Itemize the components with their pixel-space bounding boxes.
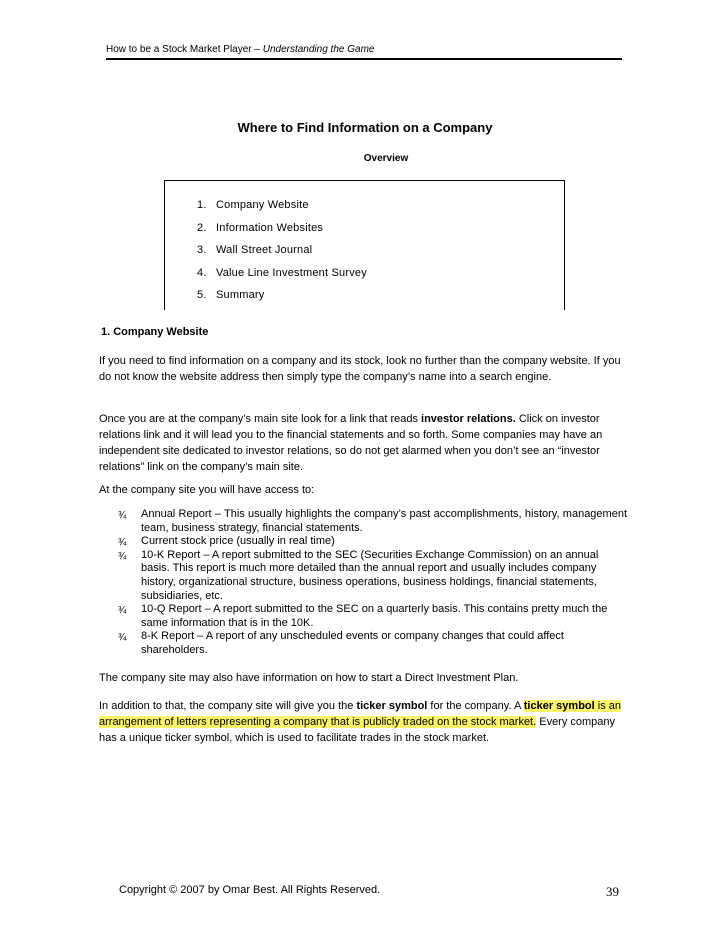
running-header-subtitle: Understanding the Game [262, 44, 375, 55]
bullet-mark: ¾ [118, 537, 127, 549]
copyright-notice: Copyright © 2007 by Omar Best. All Rights Reserved. [119, 884, 381, 896]
toc-item: 3. Wall Street Journal [197, 244, 313, 256]
bullet-mark: ¾ [118, 605, 127, 617]
running-header-title: How to be a Stock Market Player – [106, 44, 263, 55]
list-item: ¾ Current stock price (usually in real time) [118, 535, 335, 549]
running-header [106, 44, 622, 60]
section-heading: 1. Company Website [101, 326, 209, 338]
list-item: ¾ 10-Q Report – A report submitted to the SEC on a quarterly basis. This contains pretty much the same information that is in the 10K. [118, 603, 608, 629]
list-item: ¾ 10-K Report – A report submitted to the SEC (Securities Exchange Commission) on an annual basis. This report is much more detailed than the annual report and usually includes company history, organizational structure, business operations, business holdings, financial statements, subsidiaries, etc. [118, 548, 599, 602]
paragraph-investor-relations: Once you are at the company’s main site look for a link that reads investor relations. Click on investor relations link and it will lead you to the financial statements and so forth. Some companies may have an independent site dedicated to investor relations, so do not get alarmed when you don’t see an “investor relations” link on the company’s main site. [99, 413, 603, 473]
paragraph-ticker-symbol: In addition to that, the company site will give you the ticker symbol for the company. A ticker symbol is an arrangement of letters representing a company that is publicly traded on the stock market. Every company has a unique ticker symbol, which is used to facilitate trades in the stock market. [99, 700, 621, 744]
paragraph-intro: If you need to find information on a company and its stock, look no further than the company website. If you do not know the website address then simply type the company’s name into a search engine. [99, 355, 621, 383]
toc-item: 1. Company Website [197, 199, 309, 211]
list-item: ¾ Annual Report – This usually highlights the company’s past accomplishments, history, management team, business strategy, financial statements. [118, 508, 627, 534]
bullet-mark: ¾ [118, 550, 127, 562]
page-title: Where to Find Information on a Company [237, 120, 493, 135]
page-subtitle: Overview [363, 153, 409, 164]
toc-item: 2. Information Websites [197, 221, 324, 234]
bullet-mark: ¾ [118, 510, 127, 521]
table-of-contents [164, 180, 565, 310]
bullet-list [99, 508, 627, 658]
paragraph-direct-investment: The company site may also have information on how to start a Direct Investment Plan. [99, 672, 519, 684]
toc-item: 5. Summary [197, 289, 265, 301]
bold-term: ticker symbol [356, 700, 428, 712]
toc-item: 4. Value Line Investment Survey [197, 266, 367, 279]
bullet-mark: ¾ [118, 632, 127, 644]
page-number: 39 [606, 884, 619, 899]
highlighted-definition: ticker symbol is an arrangement of letters representing a company that is publicly traded on the stock market. [99, 700, 621, 728]
paragraph-access: At the company site you will have access to: [99, 484, 315, 496]
list-item: ¾ 8-K Report – A report of any unscheduled events or company changes that could affect shareholders. [118, 630, 564, 656]
bold-term: investor relations. [421, 413, 516, 425]
